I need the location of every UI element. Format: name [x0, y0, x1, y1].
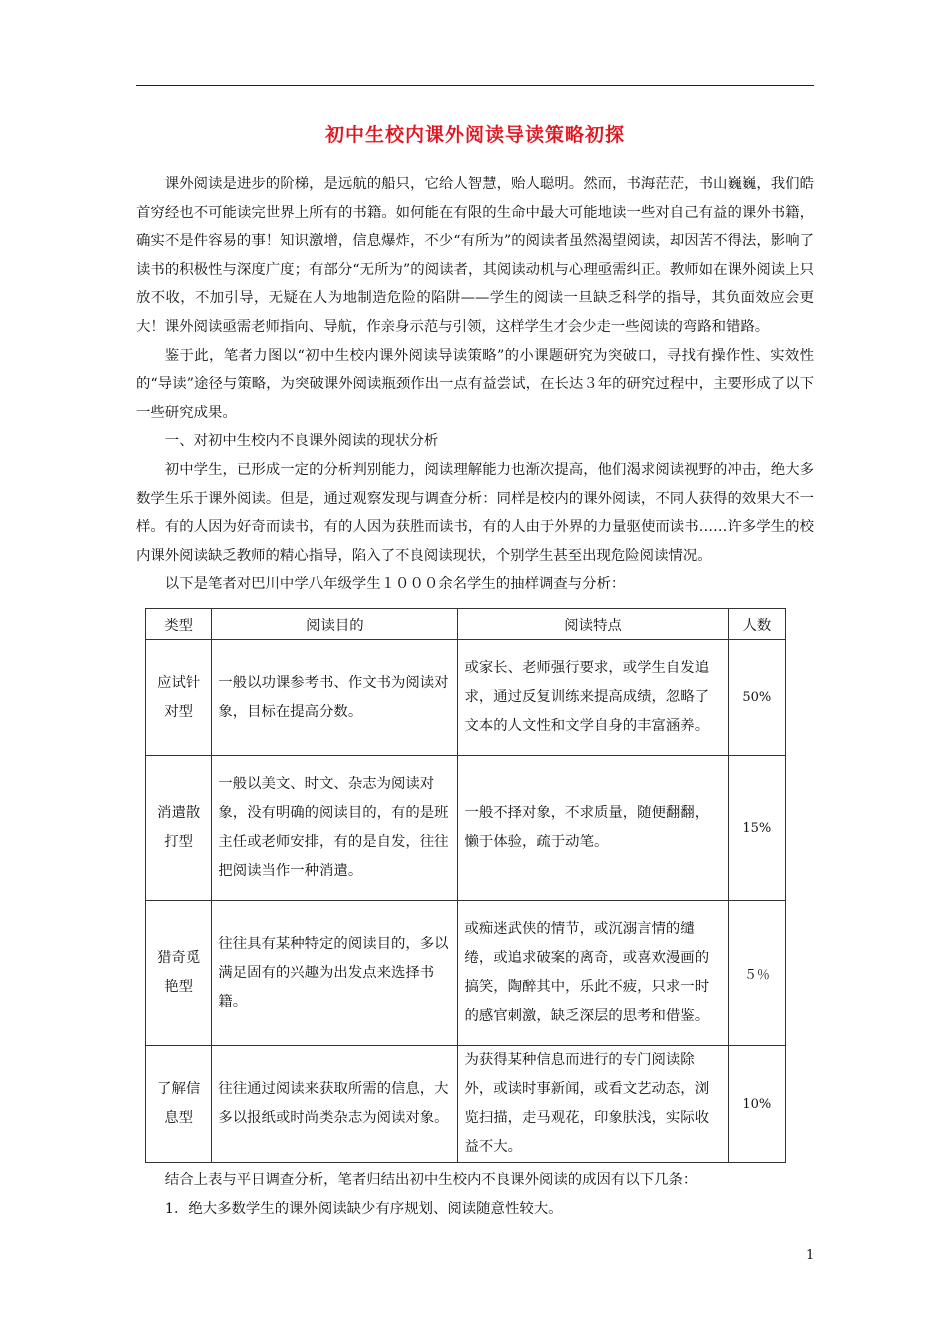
cell-purpose: 一般以功课参考书、作文书为阅读对象，目标在提高分数。 — [212, 640, 458, 756]
paragraph: 以下是笔者对巴川中学八年级学生１０００余名学生的抽样调查与分析： — [164, 576, 626, 593]
table-row — [146, 756, 786, 901]
cell-purpose: 一般以美文、时文、杂志为阅读对象，没有明确的阅读目的，有的是班主任或老师安排，有的是自发，往往把阅读当作一种消遣。 — [212, 756, 458, 901]
survey-table — [145, 608, 786, 1163]
paragraph: 初中学生，已形成一定的分析判别能力，阅读理解能力也渐次提高，他们渴求阅读视野的冲击，绝大多数学生乐于课外阅读。但是，通过观察发现与调查分析：同样是校内的课外阅读，不同人获得的效果大不一样。有的人因为好奇而读书，有的人因为获胜而读书，有的人由于外界的力量驱使而读书……许多学生的校内课外阅读缺乏教师的精心指导，陷入了不良阅读现状，个别学生甚至出现危险阅读情况。 — [136, 461, 814, 564]
cell-purpose: 往往通过阅读来获取所需的信息，大多以报纸或时尚类杂志为阅读对象。 — [212, 1046, 458, 1163]
paragraph: 结合上表与平日调查分析，笔者归结出初中生校内不良课外阅读的成因有以下几条： — [164, 1172, 698, 1188]
section-heading: 一、对初中生校内不良课外阅读的现状分析 — [164, 433, 439, 450]
cell-count: 10% — [728, 1046, 785, 1163]
cell-feature: 一般不择对象，不求质量，随便翻翻，懒于体验，疏于动笔。 — [458, 756, 728, 901]
list-item: 1．绝大多数学生的课外阅读缺少有序规划、阅读随意性较大。 — [164, 1200, 563, 1217]
table-header-row — [146, 609, 786, 640]
cell-type: 应试针对型 — [146, 640, 212, 756]
table-row — [146, 901, 786, 1046]
header-purpose: 阅读目的 — [212, 609, 458, 640]
post-table-text — [136, 1166, 814, 1223]
header-count: 人数 — [728, 609, 785, 640]
cell-type: 了解信息型 — [146, 1046, 212, 1163]
paragraph: 鉴于此，笔者力图以“初中生校内课外阅读导读策略”的小课题研究为突破口，寻找有操作性、实效性的“导读”途径与策略，为突破课外阅读瓶颈作出一点有益尝试，在长达３年的研究过程中，主要形成了以下一些研究成果。 — [136, 347, 814, 421]
cell-count: ５％ — [728, 901, 785, 1046]
cell-count: 50% — [728, 640, 785, 756]
body-text — [136, 170, 814, 599]
document-title: 初中生校内课外阅读导读策略初探 — [324, 124, 625, 146]
cell-feature: 或家长、老师强行要求，或学生自发追求，通过反复训练来提高成绩，忽略了文本的人文性和文学自身的丰富涵养。 — [458, 640, 728, 756]
cell-type: 消遣散打型 — [146, 756, 212, 901]
paragraph: 课外阅读是进步的阶梯，是远航的船只，它给人智慧，贻人聪明。然而，书海茫茫，书山巍巍，我们皓首穷经也不可能读完世界上所有的书籍。如何能在有限的生命中最大可能地读一些对自己有益的课外书籍，确实不是件容易的事！知识激增，信息爆炸，不少“有所为”的阅读者虽然渴望阅读，却因苦不得法，影响了读书的积极性与深度广度；有部分“无所为”的阅读者，其阅读动机与心理亟需纠正。教师如在课外阅读上只放不收，不加引导，无疑在人为地制造危险的陷阱——学生的阅读一旦缺乏科学的指导，其负面效应会更大！课外阅读亟需老师指向、导航，作亲身示范与引领，这样学生才会少走一些阅读的弯路和错路。 — [136, 176, 814, 335]
cell-feature: 为获得某种信息而进行的专门阅读除外，或读时事新闻，或看文艺动态，浏览扫描，走马观花，印象肤浅，实际收益不大。 — [458, 1046, 728, 1163]
page-number: 1 — [806, 1248, 815, 1263]
table-row — [146, 640, 786, 756]
header-type: 类型 — [146, 609, 212, 640]
cell-feature: 或痴迷武侠的情节，或沉溺言情的缱绻，或追求破案的离奇，或喜欢漫画的搞笑，陶醉其中，乐此不疲，只求一时的感官刺激，缺乏深层的思考和借鉴。 — [458, 901, 728, 1046]
cell-type: 猎奇觅艳型 — [146, 901, 212, 1046]
header-rule — [136, 85, 814, 86]
header-feature: 阅读特点 — [458, 609, 728, 640]
table-row — [146, 1046, 786, 1163]
cell-count: 15% — [728, 756, 785, 901]
cell-purpose: 往往具有某种特定的阅读目的，多以满足固有的兴趣为出发点来选择书籍。 — [212, 901, 458, 1046]
